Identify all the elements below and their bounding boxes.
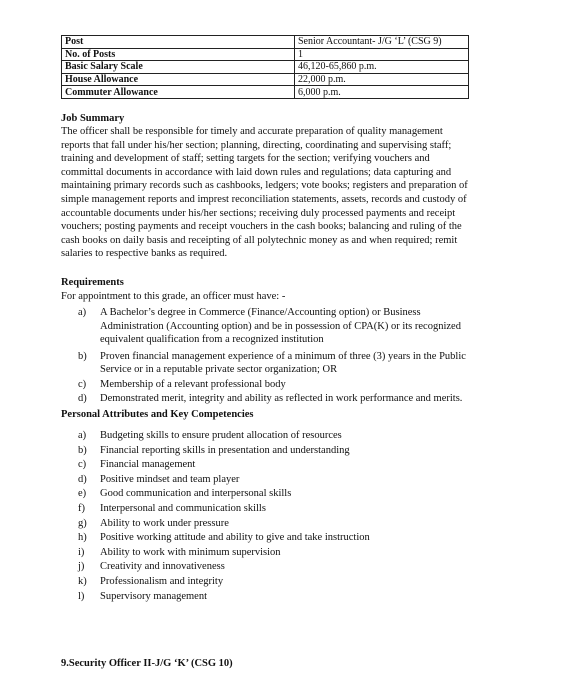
list-item-text: Positive mindset and team player	[100, 473, 240, 485]
list-item-line: Membership of a relevant professional body	[100, 378, 286, 390]
list-marker: e)	[78, 488, 87, 500]
list-item	[78, 546, 370, 561]
list-marker: l)	[78, 590, 85, 602]
list-marker: j)	[78, 561, 85, 573]
list-marker: b)	[78, 444, 87, 456]
paragraph-line: reports that fall under his/her section; planning, directing, coordinating and supervising staff;	[61, 139, 452, 151]
list-item	[78, 517, 370, 532]
list-item	[78, 575, 370, 590]
job-summary-paragraph	[61, 125, 531, 261]
table-row	[62, 86, 469, 99]
list-item-text: Interpersonal and communication skills	[100, 502, 266, 514]
list-item	[78, 350, 528, 377]
paragraph-line: cash books on daily basis and receipting of all polytechnic money as and when required; remit	[61, 234, 458, 246]
post-label: Post	[62, 36, 295, 49]
list-item-text: Ability to work with minimum supervision	[100, 546, 281, 558]
list-marker: g)	[78, 517, 87, 529]
list-item	[78, 531, 370, 546]
list-item-text: Financial reporting skills in presentation and understanding	[100, 444, 350, 456]
list-item	[78, 306, 528, 347]
paragraph-line: accountable documents under his/her sections; receiving duly processed payments and receipt	[61, 207, 456, 219]
list-item-text: Budgeting skills to ensure prudent allocation of resources	[100, 430, 342, 441]
list-item	[78, 444, 370, 459]
requirements-intro: For appointment to this grade, an officer must have: -	[61, 291, 286, 302]
list-marker: k)	[78, 575, 87, 587]
house-allowance-label: House Allowance	[62, 73, 295, 86]
list-item-line: A Bachelor’s degree in Commerce (Finance/Accounting option) or Business	[100, 307, 421, 318]
list-marker: a)	[78, 430, 87, 441]
paragraph-line: maintaining primary records such as cashbooks, ledgers; vote books; registers and preparation of	[61, 180, 468, 192]
list-marker: d)	[78, 392, 87, 404]
list-item-text: Good communication and interpersonal skills	[100, 488, 292, 500]
list-item	[78, 560, 370, 575]
list-marker: i)	[78, 546, 85, 558]
list-item-text: Financial management	[100, 459, 196, 471]
list-marker: c)	[78, 378, 87, 390]
paragraph-line: training and development of staff; setting targets for the section; verifying vouchers and	[61, 153, 430, 165]
list-item-text: Professionalism and integrity	[100, 575, 224, 587]
paragraph-line: vouchers; posting payments and receipt vouchers in the cash books; balancing and ruling of the	[61, 221, 462, 233]
list-item	[78, 458, 370, 473]
list-item-text: Creativity and innovativeness	[100, 561, 225, 573]
list-item-text: Positive working attitude and ability to give and take instruction	[100, 532, 370, 544]
basic-salary-value: 46,120-65,860 p.m.	[295, 61, 469, 74]
table-row	[62, 73, 469, 86]
list-marker: f)	[78, 502, 85, 514]
list-marker: a)	[78, 307, 87, 318]
basic-salary-label: Basic Salary Scale	[62, 61, 295, 74]
attributes-list	[78, 429, 370, 604]
requirements-heading: Requirements	[61, 277, 124, 288]
table-row	[62, 48, 469, 61]
table-row	[62, 61, 469, 74]
list-marker: h)	[78, 532, 87, 544]
list-item-line: equivalent qualification from a recognized institution	[100, 334, 324, 346]
list-item	[78, 473, 370, 488]
paragraph-line: salaries to respective banks as required.	[61, 248, 228, 260]
attributes-heading: Personal Attributes and Key Competencies	[61, 409, 254, 420]
list-item-line: Proven financial management experience of a minimum of three (3) years in the Public	[100, 350, 466, 362]
paragraph-line: The officer shall be responsible for timely and accurate preparation of quality management	[61, 126, 443, 137]
commuter-allowance-label: Commuter Allowance	[62, 86, 295, 99]
list-marker: b)	[78, 350, 87, 362]
list-item-line: Administration (Accounting option) and be in possession of CPA(K) or its recognized	[100, 320, 461, 332]
list-item	[78, 392, 528, 406]
table-row	[62, 36, 469, 49]
list-item	[78, 378, 528, 392]
post-value: Senior Accountant- J/G ‘L’ (CSG 9)	[295, 36, 469, 49]
list-marker: c)	[78, 459, 87, 471]
list-marker: d)	[78, 473, 87, 485]
post-details-table	[61, 35, 469, 99]
next-section-heading: 9.Security Officer II-J/G ‘K’ (CSG 10)	[61, 658, 233, 669]
list-item	[78, 429, 370, 444]
list-item	[78, 502, 370, 517]
requirements-list	[78, 306, 528, 405]
paragraph-line: committal documents in accordance with laid down rules and regulations; data capturing and	[61, 166, 452, 178]
paragraph-line: simple management reports and imprest reconciliation statements, assets, records and custody of	[61, 193, 467, 205]
list-item-text: Ability to work under pressure	[100, 517, 229, 529]
list-item	[78, 487, 370, 502]
commuter-allowance-value: 6,000 p.m.	[295, 86, 469, 99]
number-of-posts-value: 1	[295, 48, 469, 61]
number-of-posts-label: No. of Posts	[62, 48, 295, 61]
list-item-text: Supervisory management	[100, 590, 208, 602]
house-allowance-value: 22,000 p.m.	[295, 73, 469, 86]
list-item-line: Demonstrated merit, integrity and ability as reflected in work performance and merits.	[100, 392, 463, 404]
job-summary-heading: Job Summary	[61, 113, 125, 124]
list-item	[78, 590, 370, 605]
list-item-line: Service or in a reputable private sector organization; OR	[100, 364, 338, 376]
